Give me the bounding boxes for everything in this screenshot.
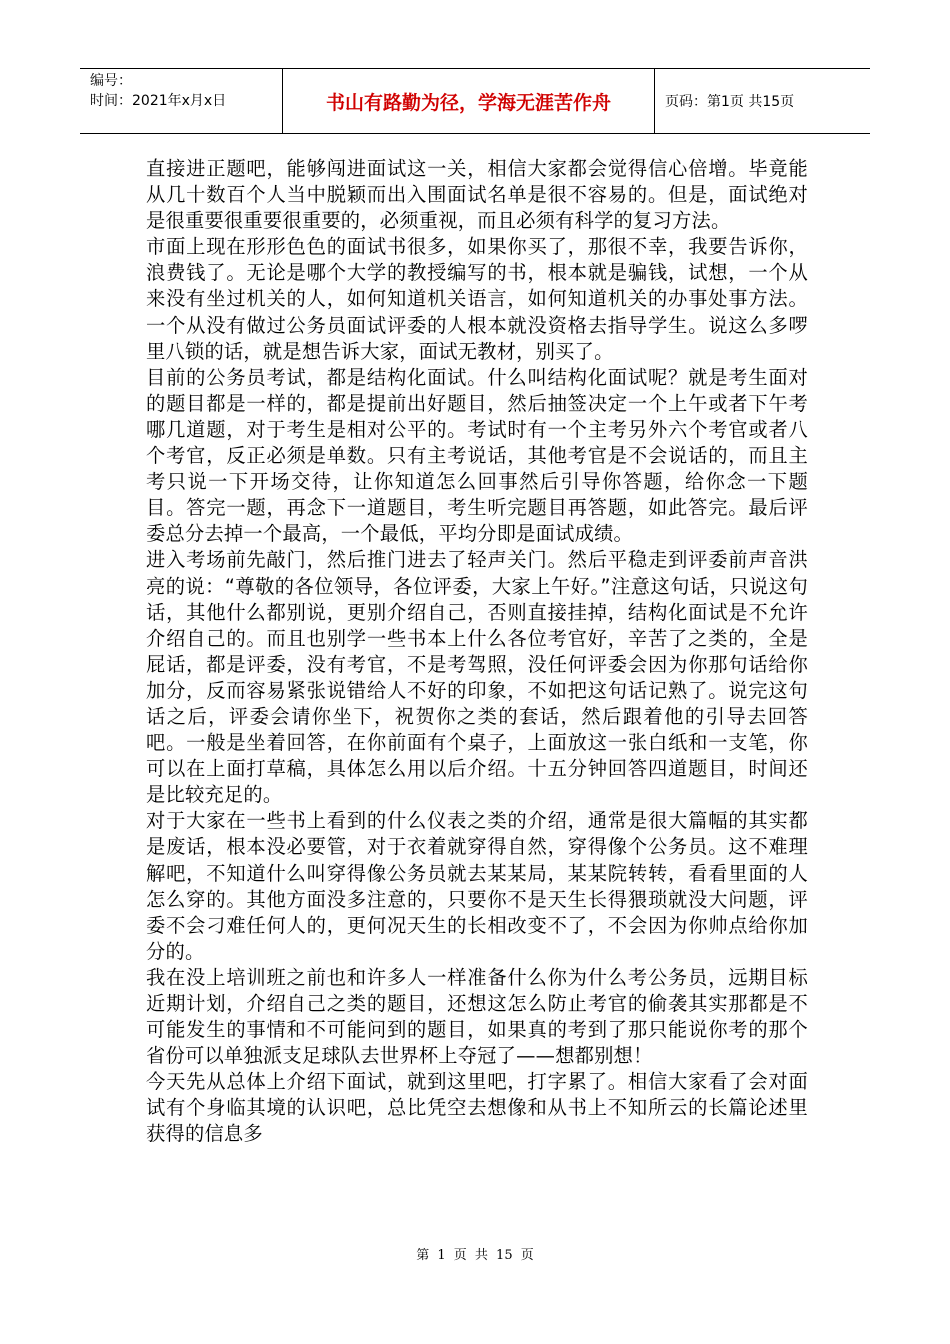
paragraph: 我在没上培训班之前也和许多人一样准备什么你为什么考公务员，远期目标近期计划，介绍自己之类的题目，还想这怎么防止考官的偷袭其实那都是不可能发生的事情和不可能问到的题目，如果真的考到了那只能说你考的那个省份可以单独派支足球队去世界杯上夺冠了——想都别想！ bbox=[146, 965, 808, 1068]
page-footer: 第 1 页 共 15 页 bbox=[416, 1248, 534, 1263]
paragraph: 直接进正题吧，能够闯进面试这一关，相信大家都会觉得信心倍增。毕竟能从几十数百个人当中脱颖而出入围面试名单是很不容易的。但是，面试绝对是很重要很重要很重要的，必须重视，而且必须有科学的复习方法。 bbox=[146, 157, 808, 233]
paragraph: 市面上现在形形色色的面试书很多，如果你买了，那很不幸，我要告诉你，浪费钱了。无论是哪个大学的教授编写的书，根本就是骗钱，试想，一个从来没有坐过机关的人，如何知道机关语言，如何知道机关的办事处事方法。一个从没有做过公务员面试评委的人根本就没资格去指导学生。说这么多啰里八锁的话，就是想告诉大家，面试无教材，别买了。 bbox=[146, 235, 808, 363]
document-body bbox=[146, 156, 808, 1148]
header-meta bbox=[80, 69, 283, 133]
paragraph: 对于大家在一些书上看到的什么仪表之类的介绍，通常是很大篇幅的其实都是废话，根本没必要管，对于衣着就穿得自然，穿得像个公务员。这不难理解吧，不知道什么叫穿得像公务员就去某某局，某某院转转，看看里面的人怎么穿的。其他方面没多注意的，只要你不是天生长得猥琐就没大问题，评委不会刁难任何人的，更何况天生的长相改变不了，不会因为你帅点给你加分的。 bbox=[146, 809, 808, 963]
header-motto: 书山有路勤为径，学海无涯苦作舟 bbox=[283, 69, 655, 133]
document-date-label: 时间：2021年x月x日 bbox=[90, 93, 227, 109]
paragraph: 今天先从总体上介绍下面试，就到这里吧，打字累了。相信大家看了会对面试有个身临其境的认识吧，总比凭空去想像和从书上不知所云的长篇论述里获得的信息多 bbox=[146, 1070, 808, 1146]
header-page-info: 页码：第1页 共15页 bbox=[665, 94, 795, 110]
paragraph: 目前的公务员考试，都是结构化面试。什么叫结构化面试呢？就是考生面对的题目都是一样的，都是提前出好题目，然后抽签决定一个上午或者下午考哪几道题，对于考生是相对公平的。考试时有一个主考另外六个考官或者八个考官，反正必须是单数。只有主考说话，其他考官是不会说话的，而且主考只说一下开场交待，让你知道怎么回事然后引导你答题，给你念一下题目。答完一题，再念下一道题目，考生听完题目再答题，如此答完。最后评委总分去掉一个最高，一个最低，平均分即是面试成绩。 bbox=[146, 365, 808, 546]
paragraph: 进入考场前先敲门，然后推门进去了轻声关门。然后平稳走到评委前声音洪亮的说：“尊敬的各位领导，各位评委，大家上午好。”注意这句话，只说这句话，其他什么都别说，更别介绍自己，否则直接挂掉，结构化面试是不允许介绍自己的。而且也别学一些书本上什么各位考官好，辛苦了之类的，全是屁话，都是评委，没有考官，不是考驾照，没任何评委会因为你那句话给你加分，反而容易紧张说错给人不好的印象，不如把这句话记熟了。说完这句话之后，评委会请你坐下，祝贺你之类的套话，然后跟着他的引导去回答吧。一般是坐着回答，在你前面有个桌子，上面放这一张白纸和一支笔，你可以在上面打草稿，具体怎么用以后介绍。十五分钟回答四道题目，时间还是比较充足的。 bbox=[146, 548, 808, 807]
document-number-label: 编号： bbox=[90, 73, 132, 89]
page-header bbox=[80, 68, 870, 134]
